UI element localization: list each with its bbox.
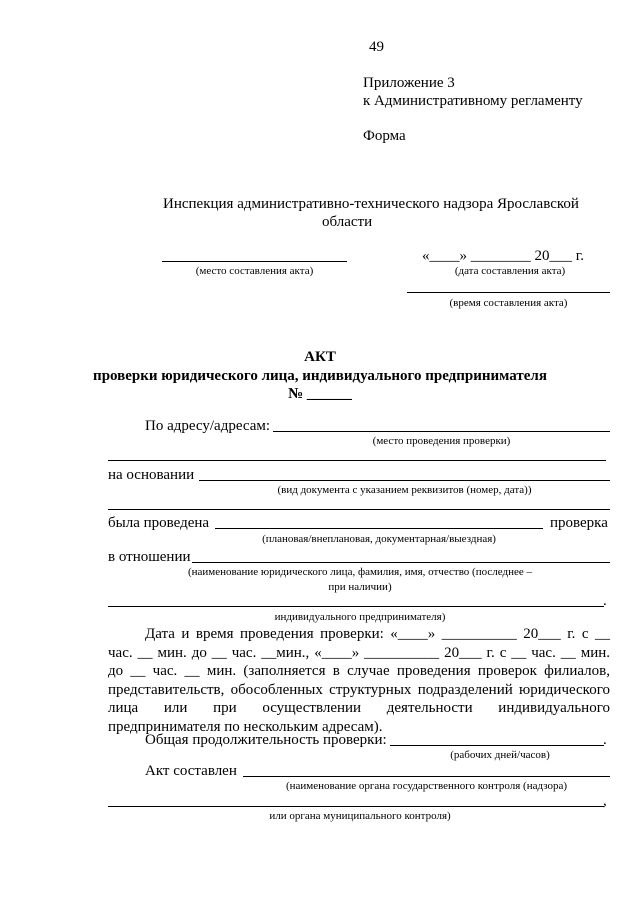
- basis-field[interactable]: [199, 480, 610, 481]
- duration-caption: (рабочих дней/часов): [450, 749, 550, 761]
- conducted-label: была проведена: [108, 515, 210, 531]
- composed-label: Акт составлен: [145, 763, 237, 779]
- relation-caption-2: при наличии): [328, 581, 392, 593]
- relation-label: в отношении: [108, 549, 191, 565]
- place-caption: (место составления акта): [195, 265, 314, 277]
- paragraph-line: предпринимателя по нескольким адресам).: [108, 718, 383, 735]
- basis-caption: (вид документа с указанием реквизитов (номер, дата)): [277, 484, 532, 496]
- time-caption: (время составления акта): [449, 297, 568, 309]
- basis-field-2[interactable]: [108, 509, 610, 510]
- conducted-label-end: проверка: [550, 515, 608, 531]
- duration-label: Общая продолжительность проверки:: [145, 732, 387, 748]
- composed-caption-1: (наименование органа государственного контроля (надзора): [285, 780, 568, 792]
- relation-caption-3: индивидуального предпринимателя): [274, 611, 446, 623]
- appendix-line1: Приложение 3: [363, 75, 455, 91]
- relation-field-2[interactable]: [108, 606, 604, 607]
- conducted-field[interactable]: [215, 528, 543, 529]
- composed-end-dot: ,: [603, 793, 607, 809]
- address-field-2[interactable]: [108, 460, 606, 461]
- address-caption: (место проведения проверки): [372, 435, 511, 447]
- time-field[interactable]: [407, 292, 610, 293]
- paragraph-line: час. __ мин. до __ час. __мин., «____» __________ 20___ г. с __ час. __ мин.: [108, 644, 610, 661]
- duration-end-dot: .: [603, 732, 607, 748]
- paragraph-line: до __ час. __ мин. (заполняется в случае проведения проверок филиалов,: [108, 663, 610, 680]
- date-field[interactable]: «____» ________ 20___ г.: [422, 248, 584, 264]
- doc-number: № ______: [288, 386, 352, 402]
- duration-field[interactable]: [390, 745, 604, 746]
- composed-caption-2: или органа муниципального контроля): [269, 810, 451, 822]
- basis-label: на основании: [108, 467, 195, 483]
- paragraph-line: лица или при осуществлении деятельности индивидуального: [108, 700, 610, 717]
- address-label: По адресу/адресам:: [145, 418, 271, 434]
- paragraph-line: Дата и время проведения проверки: «____» __________ 20___ г. с __: [145, 626, 610, 642]
- org-line2: области: [322, 214, 373, 230]
- relation-caption-1: (наименование юридического лица, фамилия, имя, отчество (последнее –: [187, 566, 532, 578]
- datetime-paragraph: [108, 625, 610, 737]
- composed-field-2[interactable]: [108, 806, 604, 807]
- org-line1: Инспекция административно-технического надзора Ярославской: [163, 196, 579, 212]
- paragraph-line: представительств, обособленных структурных подразделений юридического: [108, 681, 610, 698]
- relation-field[interactable]: [192, 562, 610, 563]
- form-label: Форма: [363, 128, 406, 144]
- composed-field[interactable]: [243, 776, 610, 777]
- doc-subtitle: проверки юридического лица, индивидуального предпринимателя: [93, 368, 547, 384]
- date-caption: (дата составления акта): [454, 265, 566, 277]
- page-number: 49: [369, 39, 384, 55]
- relation-end-dot: .: [603, 593, 607, 609]
- address-field[interactable]: [273, 431, 610, 432]
- appendix-line2: к Административному регламенту: [363, 93, 583, 109]
- doc-title: АКТ: [304, 349, 336, 365]
- place-field[interactable]: [162, 261, 347, 262]
- conducted-caption: (плановая/внеплановая, документарная/выездная): [262, 533, 496, 545]
